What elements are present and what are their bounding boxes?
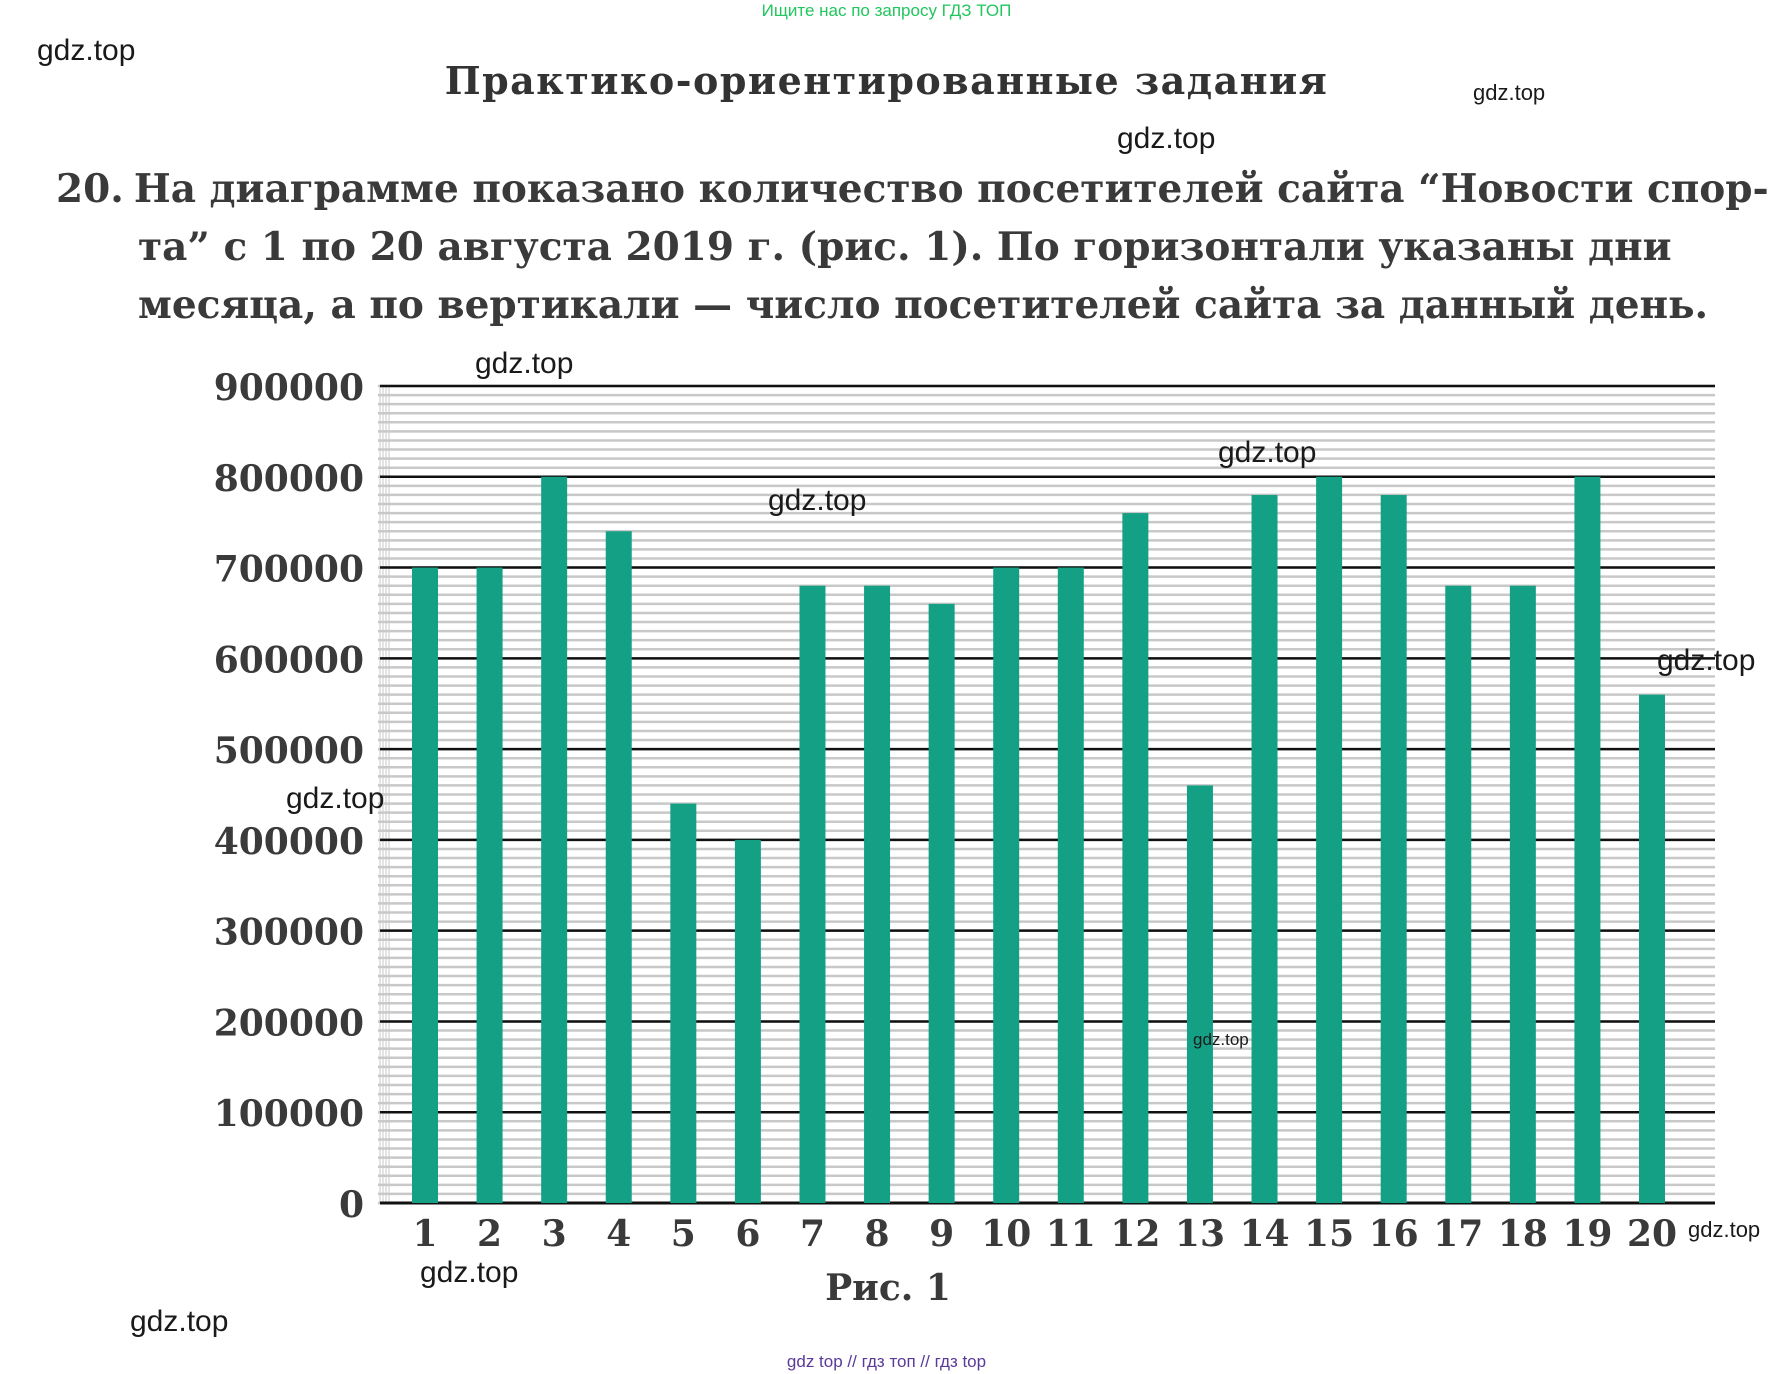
bar-day-12 [1122, 513, 1148, 1203]
watermark-6: gdz.top [768, 484, 867, 517]
bottom-banner[interactable]: gdz top // гдз топ // гдз top [786, 1352, 987, 1371]
x-tick-label: 9 [929, 1213, 955, 1255]
bar-day-17 [1445, 586, 1471, 1203]
x-tick-label: 17 [1433, 1213, 1484, 1255]
problem-line-1-text: На диаграмме показано количество посетителей сайта “Новости спор- [133, 166, 1769, 212]
bar-day-6 [735, 840, 761, 1203]
bar-day-13 [1187, 785, 1213, 1203]
watermark-2: gdz.top [1473, 80, 1546, 105]
bar-day-18 [1510, 586, 1536, 1203]
y-tick-label: 0 [338, 1184, 364, 1226]
watermark-12: gdz.top [130, 1305, 229, 1338]
top-banner[interactable]: Ищите нас по запросу ГДЗ ТОП [761, 1, 1012, 20]
bar-day-20 [1639, 695, 1665, 1203]
x-tick-label: 15 [1304, 1213, 1355, 1255]
bar-day-16 [1381, 495, 1407, 1203]
bar-day-9 [929, 604, 955, 1203]
watermark-10: gdz.top [1688, 1217, 1761, 1242]
x-axis-tick-labels [412, 1213, 1677, 1255]
x-tick-label: 12 [1110, 1213, 1161, 1255]
bar-day-8 [864, 586, 890, 1203]
bar-day-19 [1574, 477, 1600, 1203]
x-tick-label: 14 [1239, 1213, 1290, 1255]
y-tick-label: 900000 [213, 367, 364, 409]
x-tick-label: 4 [606, 1213, 632, 1255]
x-tick-label: 3 [541, 1213, 567, 1255]
watermark-1: gdz.top [37, 34, 136, 67]
y-tick-label: 300000 [213, 911, 364, 954]
watermark-3: gdz.top [1117, 122, 1216, 155]
y-tick-label: 800000 [213, 457, 364, 500]
x-tick-label: 13 [1174, 1213, 1226, 1255]
bar-day-3 [541, 477, 567, 1203]
x-tick-label: 2 [477, 1213, 503, 1255]
y-tick-label: 200000 [213, 1002, 364, 1045]
section-title: Практико-ориентированные задания [444, 58, 1329, 103]
x-tick-label: 8 [864, 1213, 890, 1255]
y-tick-label: 600000 [213, 639, 364, 682]
problem-line-2: та” с 1 по 20 августа 2019 г. (рис. 1). По горизонтали указаны дни [138, 224, 1672, 270]
bar-day-4 [606, 531, 632, 1203]
watermark-9: gdz.top [1193, 1030, 1249, 1049]
x-tick-label: 10 [981, 1213, 1032, 1255]
watermark-4: gdz.top [475, 347, 574, 380]
x-tick-label: 16 [1368, 1213, 1419, 1255]
bar-day-2 [477, 568, 503, 1203]
problem-line-3: месяца, а по вертикали — число посетителей сайта за данный день. [138, 282, 1709, 328]
y-tick-label: 400000 [213, 820, 364, 863]
bar-day-5 [670, 804, 696, 1203]
x-tick-label: 20 [1626, 1213, 1678, 1255]
watermark-8: gdz.top [286, 782, 385, 815]
x-tick-label: 5 [670, 1213, 696, 1255]
figure-caption: Рис. 1 [825, 1267, 951, 1309]
bar-day-15 [1316, 477, 1342, 1203]
x-tick-label: 1 [412, 1213, 438, 1255]
x-tick-label: 18 [1497, 1213, 1548, 1255]
y-tick-label: 500000 [213, 730, 364, 773]
bar-day-7 [799, 586, 825, 1203]
watermark-5: gdz.top [1218, 436, 1317, 469]
x-tick-label: 11 [1045, 1213, 1096, 1255]
bar-day-10 [993, 568, 1019, 1203]
y-tick-label: 700000 [213, 548, 364, 591]
bar-day-14 [1252, 495, 1278, 1203]
problem-number: 20. [56, 166, 124, 212]
x-tick-label: 19 [1562, 1213, 1613, 1255]
x-tick-label: 7 [799, 1213, 826, 1255]
x-tick-label: 6 [735, 1213, 761, 1255]
bar-day-11 [1058, 568, 1084, 1203]
watermark-7: gdz.top [1657, 644, 1756, 677]
bar-day-1 [412, 568, 438, 1203]
y-tick-label: 100000 [213, 1093, 364, 1136]
watermark-11: gdz.top [420, 1256, 519, 1289]
